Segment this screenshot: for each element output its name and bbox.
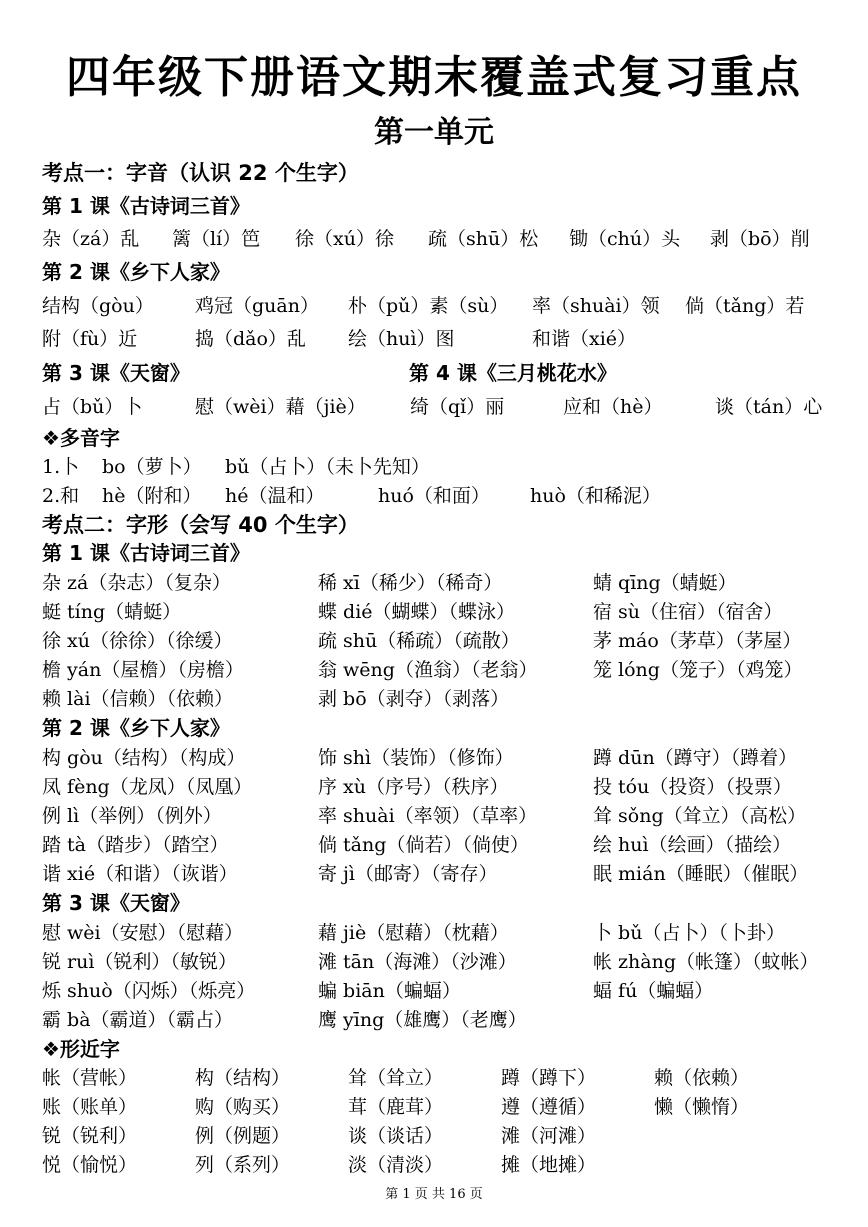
text-cell: huó（和面） (378, 485, 490, 507)
text-row (42, 1151, 842, 1179)
text-row (42, 292, 842, 320)
text-row (42, 977, 842, 1005)
text-cell: 茅 máo（茅草）（茅屋） (593, 630, 802, 652)
text-row (42, 948, 842, 976)
text-cell: 应和（hè） (563, 396, 663, 418)
text-cell: 耸（耸立） (348, 1067, 444, 1089)
text-cell: 谐 xié（和谐）（诙谐） (42, 863, 238, 885)
text-row (42, 860, 842, 888)
text-cell: 附（fù）近 (42, 328, 138, 350)
text-row (42, 1093, 842, 1121)
text-cell: 饰 shì（装饰）（修饰） (318, 747, 514, 769)
text-cell: 笼 lóng（笼子）（鸡笼） (593, 659, 803, 681)
text-cell: 剥（bō）削 (710, 228, 810, 250)
lesson-heading: 第 2 课《乡下人家》 (42, 716, 230, 740)
text-cell: 例（例题） (195, 1125, 291, 1147)
text-cell: 蝠 fú（蝙蝠） (593, 980, 714, 1002)
text-cell: 构 gòu（结构）（构成） (42, 747, 246, 769)
text-cell: 疏 shū（稀疏）（疏散） (318, 630, 520, 652)
page-footer: 第 1 页 共 16 页 (385, 1187, 483, 1202)
text-cell: 帐（营帐） (42, 1067, 138, 1089)
lesson-heading: 第 1 课《古诗词三首》 (42, 194, 250, 218)
text-cell: hè（附和） (102, 485, 202, 507)
lesson-heading: 第 3 课《天窗》 (42, 891, 190, 915)
text-row (42, 1064, 842, 1092)
text-cell: 倘（tǎng）若 (685, 295, 805, 317)
text-cell: 悦（愉悦） (42, 1154, 138, 1176)
text-row (42, 831, 842, 859)
unit-title: 第一单元 (374, 115, 494, 150)
text-cell: 投 tóu（投资）（投票） (593, 776, 792, 798)
text-row (42, 1006, 842, 1034)
text-cell: 蝶 dié（蝴蝶）（蝶泳） (318, 601, 516, 623)
text-cell: bo（萝卜） (102, 456, 202, 478)
text-cell: 遵（遵循） (501, 1096, 597, 1118)
exam-point-heading: 考点一：字音（认识 22 个生字） (42, 161, 359, 185)
text-row (42, 627, 842, 655)
text-cell: 绘 huì（绘画）（描绘） (593, 834, 792, 856)
text-cell: 徐 xú（徐徐）（徐缓） (42, 630, 233, 652)
text-cell: 2.和 (42, 485, 80, 507)
lesson-heading: 第 2 课《乡下人家》 (42, 260, 230, 284)
text-cell: bǔ（占卜）（未卜先知） (225, 456, 430, 478)
lesson-heading: 第 1 课《古诗词三首》 (42, 541, 250, 565)
text-cell: 凤 fèng（龙凤）（凤凰） (42, 776, 253, 798)
text-cell: huò（和稀泥） (530, 485, 661, 507)
text-cell: 茸（鹿茸） (348, 1096, 444, 1118)
text-cell: 檐 yán（屋檐）（房檐） (42, 659, 244, 681)
text-cell: 蜓 tíng（蜻蜓） (42, 601, 182, 623)
text-row (42, 393, 842, 421)
text-cell: 谈（谈话） (348, 1125, 444, 1147)
text-cell: 1.卜 (42, 456, 80, 478)
subsection-heading: ❖形近字 (42, 1037, 120, 1061)
text-cell: 例 lì（举例）（例外） (42, 805, 222, 827)
text-cell: 率 shuài（率领）（草率） (318, 805, 538, 827)
text-cell: 慰（wèi）藉（jiè） (195, 396, 366, 418)
text-cell: 淡（清淡） (348, 1154, 444, 1176)
text-cell: 蹲 dūn（蹲守）（蹲着） (593, 747, 798, 769)
text-cell: 耸 sǒng（耸立）（高松） (593, 805, 807, 827)
text-cell: 篱（lí）笆 (172, 228, 261, 250)
text-cell: 锄（chú）头 (569, 228, 681, 250)
text-cell: 捣（dǎo）乱 (195, 328, 306, 350)
text-cell: 赖 lài（信赖）（依赖） (42, 688, 234, 710)
text-cell: 烁 shuò（闪烁）（烁亮） (42, 980, 256, 1002)
text-cell: 构（结构） (195, 1067, 291, 1089)
text-cell: 寄 jì（邮寄）（寄存） (318, 863, 498, 885)
text-cell: 序 xù（序号）（秩序） (318, 776, 509, 798)
text-row (42, 773, 842, 801)
text-cell: 滩（河滩） (501, 1125, 597, 1147)
lesson-heading: 第 3 课《天窗》 (42, 361, 190, 385)
text-row (42, 744, 842, 772)
text-cell: 和谐（xié） (532, 328, 637, 350)
text-row (42, 685, 842, 713)
subsection-heading: ❖多音字 (42, 426, 120, 450)
text-row (42, 482, 842, 510)
text-cell: hé（温和） (225, 485, 325, 507)
text-cell: 结构（gòu） (42, 295, 154, 317)
text-cell: 蜻 qīng（蜻蜓） (593, 572, 737, 594)
text-cell: 疏（shū）松 (428, 228, 539, 250)
text-row (42, 1122, 842, 1150)
text-cell: 绘（huì）图 (348, 328, 455, 350)
text-cell: 摊（地摊） (501, 1154, 597, 1176)
text-cell: 倘 tǎng（倘若）（倘使） (318, 834, 529, 856)
text-cell: 剥 bō（剥夺）（剥落） (318, 688, 510, 710)
text-row (42, 656, 842, 684)
text-row (42, 325, 842, 353)
text-cell: 锐（锐利） (42, 1125, 138, 1147)
text-cell: 宿 sù（住宿）（宿舍） (593, 601, 783, 623)
text-cell: 懒（懒惰） (654, 1096, 750, 1118)
text-cell: 绮（qǐ）丽 (410, 396, 505, 418)
text-cell: 踏 tà（踏步）（踏空） (42, 834, 229, 856)
text-cell: 谈（tán）心 (715, 396, 823, 418)
text-cell: 卜 bǔ（占卜）（卜卦） (593, 922, 785, 944)
exam-point-heading: 考点二：字形（会写 40 个生字） (42, 513, 359, 537)
page-title: 四年级下册语文期末覆盖式复习重点 (66, 52, 802, 103)
text-cell: 帐 zhàng（帐篷）（蚊帐） (593, 951, 819, 973)
text-cell: 杂 zá（杂志）（复杂） (42, 572, 231, 594)
text-cell: 占（bǔ）卜 (42, 396, 143, 418)
text-cell: 列（系列） (195, 1154, 291, 1176)
text-cell: 购（购买） (195, 1096, 291, 1118)
text-cell: 蹲（蹲下） (501, 1067, 597, 1089)
text-cell: 翁 wēng（渔翁）（老翁） (318, 659, 538, 681)
text-row (42, 598, 842, 626)
text-cell: 账（账单） (42, 1096, 138, 1118)
text-cell: 率（shuài）领 (532, 295, 660, 317)
text-cell: 锐 ruì（锐利）（敏锐） (42, 951, 237, 973)
text-cell: 眠 mián（睡眠）（催眠） (593, 863, 809, 885)
text-cell: 徐（xú）徐 (295, 228, 394, 250)
text-row (42, 569, 842, 597)
text-cell: 稀 xī（稀少）（稀奇） (318, 572, 503, 594)
text-cell: 鹰 yīng（雄鹰）（老鹰） (318, 1009, 527, 1031)
lesson-heading: 第 4 课《三月桃花水》 (409, 361, 617, 385)
text-cell: 朴（pǔ）素（sù） (348, 295, 509, 317)
text-cell: 杂（zá）乱 (42, 228, 140, 250)
text-cell: 藉 jiè（慰藉）（枕藉） (318, 922, 509, 944)
text-cell: 慰 wèi（安慰）（慰藉） (42, 922, 244, 944)
text-row (42, 919, 842, 947)
text-cell: 赖（依赖） (654, 1067, 750, 1089)
text-cell: 霸 bà（霸道）（霸占） (42, 1009, 234, 1031)
text-row (42, 225, 842, 253)
text-cell: 鸡冠（guān） (195, 295, 319, 317)
text-row (42, 453, 842, 481)
text-row (42, 802, 842, 830)
text-cell: 滩 tān（海滩）（沙滩） (318, 951, 517, 973)
text-cell: 蝙 biān（蝙蝠） (318, 980, 461, 1002)
